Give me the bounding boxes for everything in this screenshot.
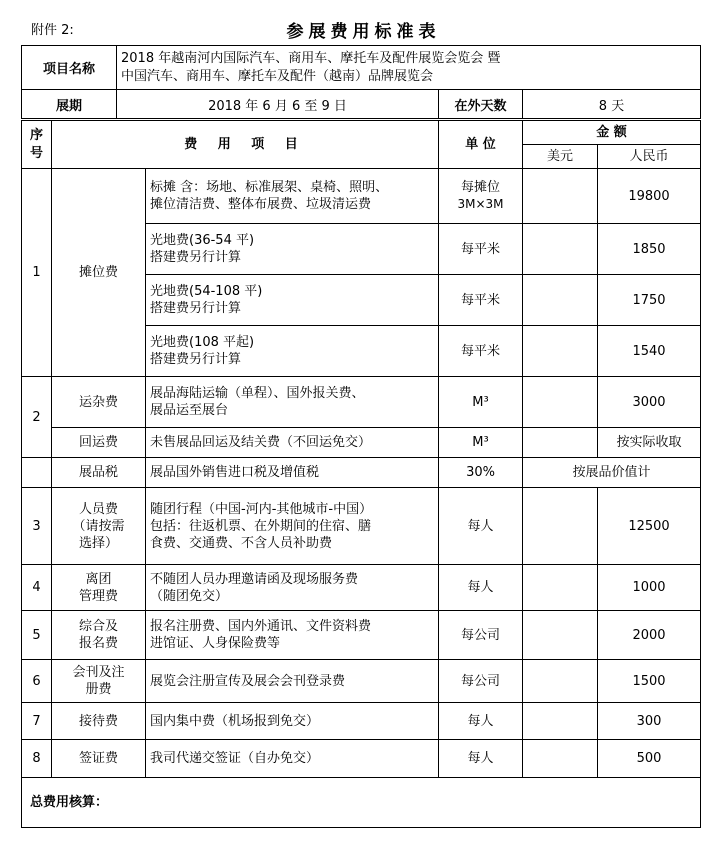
row-number: 7 (22, 703, 52, 740)
desc-line: 光地费(36-54 平) (150, 233, 255, 248)
item-desc: 展品国外销售进口税及增值税 (146, 458, 439, 488)
desc-line: 展品海陆运输（单程）、国外报关费、 (150, 386, 365, 401)
days-abroad-label: 在外天数 (439, 90, 523, 119)
item-name: 回运费 (52, 428, 146, 458)
rmb-cell: 1850 (598, 224, 701, 275)
col-amount-header: 金 额 (523, 121, 701, 145)
rmb-cell: 按实际收取 (598, 428, 701, 458)
usd-cell (523, 169, 598, 224)
usd-cell (523, 611, 598, 660)
col-no-header: 序号 (22, 121, 52, 169)
desc-line: 光地费(108 平起) (150, 335, 255, 350)
item-desc (146, 611, 439, 660)
item-desc (146, 224, 439, 275)
unit-cell: 每人 (439, 565, 523, 611)
usd-cell (523, 428, 598, 458)
row-number: 1 (22, 169, 52, 377)
name-line: 会刊及注 (72, 665, 125, 680)
usd-cell (523, 703, 598, 740)
item-name (52, 611, 146, 660)
unit-cell: 30% (439, 458, 523, 488)
unit-cell: 每公司 (439, 660, 523, 703)
item-name (52, 660, 146, 703)
row-number: 4 (22, 565, 52, 611)
rmb-cell: 1500 (598, 660, 701, 703)
total-label: 总费用核算： (22, 778, 701, 828)
usd-cell (523, 377, 598, 428)
unit-cell: M³ (439, 428, 523, 458)
row-number: 2 (22, 377, 52, 458)
unit-line: 3M×3M (457, 197, 504, 211)
desc-line: （随团免交） (150, 588, 229, 604)
desc-line: 包括：往返机票、在外期间的住宿、膳 (150, 518, 372, 534)
desc-line: 搭建费另行计算 (150, 250, 242, 265)
desc-line: 搭建费另行计算 (150, 352, 242, 367)
header-table (21, 45, 701, 119)
item-desc (146, 275, 439, 326)
name-line: （请按需 (72, 518, 125, 534)
unit-cell: 每公司 (439, 611, 523, 660)
table-row (22, 660, 701, 703)
row-number: 8 (22, 740, 52, 778)
item-desc (146, 377, 439, 428)
period-value: 2018 年 6 月 6 至 9 日 (117, 90, 439, 119)
table-row (22, 488, 701, 565)
desc-line: 随团行程（中国-河内-其他城市-中国） (150, 501, 373, 517)
rmb-cell: 1750 (598, 275, 701, 326)
name-line: 离团 (85, 571, 112, 587)
usd-cell (523, 565, 598, 611)
item-desc (146, 565, 439, 611)
item-name: 摊位费 (52, 169, 146, 377)
name-line: 人员费 (78, 501, 118, 517)
name-line: 综合及 (78, 619, 118, 634)
fee-table (21, 120, 701, 828)
rmb-cell: 1540 (598, 326, 701, 377)
table-row (22, 458, 701, 488)
desc-line: 报名注册费、国内外通讯、文件资料费 (150, 619, 372, 634)
table-row (22, 740, 701, 778)
desc-line: 光地费(54-108 平) (150, 284, 263, 299)
usd-cell (523, 326, 598, 377)
usd-cell (523, 275, 598, 326)
project-name-label: 项目名称 (22, 46, 117, 90)
rmb-cell: 1000 (598, 565, 701, 611)
row-number: 3 (22, 488, 52, 565)
desc-line: 标摊 含：场地、标准展架、桌椅、照明、 (150, 180, 389, 195)
item-name: 签证费 (52, 740, 146, 778)
desc-line: 摊位清洁费、整体布展费、垃圾清运费 (150, 197, 372, 212)
item-name: 运杂费 (52, 377, 146, 428)
amount-cell: 按展品价值计 (523, 458, 701, 488)
unit-line: 每摊位 (461, 180, 501, 195)
col-rmb-header: 人民币 (598, 145, 701, 169)
period-row (22, 90, 701, 119)
item-desc: 我司代递交签证（自办免交） (146, 740, 439, 778)
table-row (22, 377, 701, 428)
desc-line: 进馆证、人身保险费等 (150, 636, 281, 651)
usd-cell (523, 224, 598, 275)
item-desc: 展览会注册宣传及展会会刊登录费 (146, 660, 439, 703)
project-name-value (117, 46, 701, 90)
period-label: 展期 (22, 90, 117, 119)
unit-cell (439, 169, 523, 224)
item-desc (146, 169, 439, 224)
row-number: 5 (22, 611, 52, 660)
desc-line: 食费、交通费、不含人员补助费 (150, 535, 333, 551)
desc-line: 搭建费另行计算 (150, 301, 242, 316)
project-name-line2: 中国汽车、商用车、摩托车及配件（越南）品牌展览会 (121, 68, 434, 84)
rmb-cell: 300 (598, 703, 701, 740)
table-row (22, 611, 701, 660)
unit-cell: 每人 (439, 703, 523, 740)
table-row (22, 565, 701, 611)
name-line: 选择） (78, 535, 118, 551)
unit-cell: M³ (439, 377, 523, 428)
usd-cell (523, 660, 598, 703)
rmb-cell: 19800 (598, 169, 701, 224)
table-row (22, 169, 701, 224)
unit-cell: 每人 (439, 740, 523, 778)
days-abroad-value: 8 天 (523, 90, 701, 119)
item-name: 展品税 (52, 458, 146, 488)
column-header-row (22, 121, 701, 145)
item-desc (146, 326, 439, 377)
annex-label: 附件 2: (31, 23, 74, 38)
unit-cell: 每平米 (439, 275, 523, 326)
name-line: 管理费 (78, 588, 118, 604)
col-item-header: 费 用 项 目 (52, 121, 439, 169)
table-row (22, 703, 701, 740)
col-unit-header: 单 位 (439, 121, 523, 169)
project-name-line1: 2018 年越南河内国际汽车、商用车、摩托车及配件展览会览会 暨 (121, 50, 501, 66)
unit-cell: 每平米 (439, 224, 523, 275)
desc-line: 不随团人员办理邀请函及现场服务费 (150, 571, 359, 587)
item-desc: 未售展品回运及结关费（不回运免交） (146, 428, 439, 458)
desc-line: 展品运至展台 (150, 403, 229, 418)
item-name (52, 565, 146, 611)
item-desc (146, 488, 439, 565)
item-name (52, 488, 146, 565)
unit-cell: 每人 (439, 488, 523, 565)
page-title: 参展费用标准表 (286, 22, 441, 42)
col-usd-header: 美元 (523, 145, 598, 169)
rmb-cell: 2000 (598, 611, 701, 660)
name-line: 册费 (85, 682, 112, 697)
project-row (22, 46, 701, 90)
unit-cell: 每平米 (439, 326, 523, 377)
usd-cell (523, 488, 598, 565)
name-line: 报名费 (78, 636, 118, 651)
total-row (22, 778, 701, 828)
rmb-cell: 12500 (598, 488, 701, 565)
item-desc: 国内集中费（机场报到免交） (146, 703, 439, 740)
row-number (22, 458, 52, 488)
row-number: 6 (22, 660, 52, 703)
rmb-cell: 500 (598, 740, 701, 778)
item-name: 接待费 (52, 703, 146, 740)
rmb-cell: 3000 (598, 377, 701, 428)
table-row (22, 428, 701, 458)
usd-cell (523, 740, 598, 778)
